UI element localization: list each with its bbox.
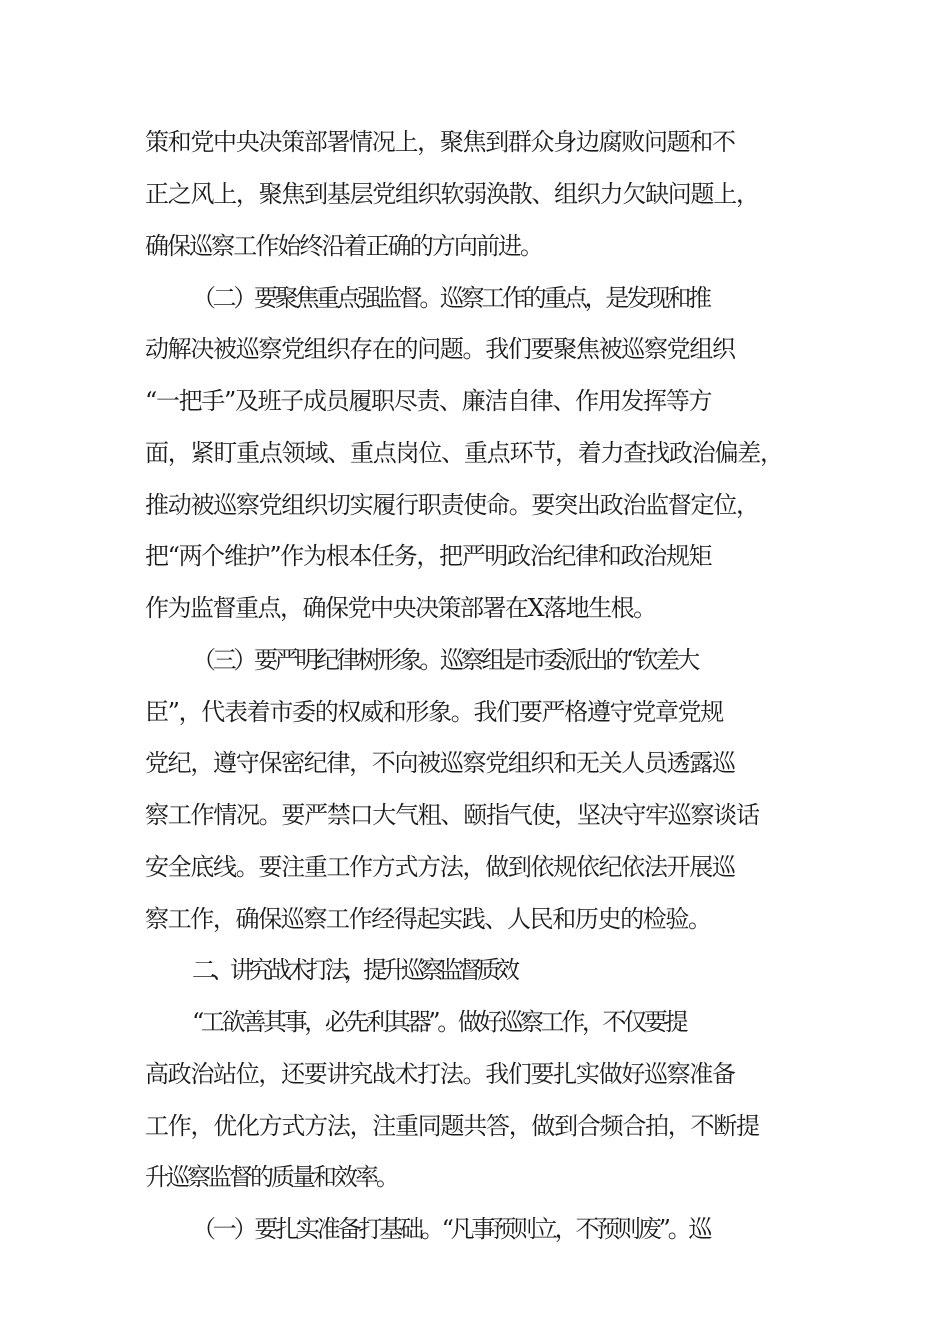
text-line: 动解决被巡察党组织存在的问题。我们要聚焦被巡察党组织 — [145, 335, 735, 363]
text-line: 面，紧盯重点领域、重点岗位、重点环节，着力查找政治偏差， — [145, 439, 783, 467]
text-line: 升巡察监督的质量和效率。 — [145, 1163, 397, 1191]
paragraph-start-line: （一）要扎实准备打基础。“凡事预则立，不预则废”。巡 — [192, 1215, 710, 1243]
text-line: 把“两个维护”作为根本任务，把严明政治纪律和政治规矩 — [145, 542, 712, 570]
text-line: 党纪，遵守保密纪律，不向被巡察党组织和无关人员透露巡 — [145, 749, 735, 777]
text-line: 正之风上，聚焦到基层党组织软弱涣散、组织力欠缺问题上， — [145, 180, 759, 208]
text-line: 察工作情况。要严禁口大气粗、颐指气使，坚决守牢巡察谈话 — [145, 801, 759, 829]
text-line: “一把手”及班子成员履职尽责、廉洁自律、作用发挥等方 — [145, 387, 712, 415]
paragraph-start-line: “工欲善其事，必先利其器”。做好巡察工作，不仅要提 — [192, 1008, 686, 1036]
paragraph-start-line: （二）要聚焦重点强监督。巡察工作的重点，是发现和推 — [192, 284, 709, 312]
text-line: 工作，优化方式方法，注重同题共答，做到合频合拍，不断提 — [145, 1112, 759, 1140]
text-line: 作为监督重点，确保党中央决策部署在X落地生根。 — [145, 594, 656, 622]
text-line: 策和党中央决策部署情况上，聚焦到群众身边腐败问题和不 — [145, 128, 735, 156]
text-line: 安全底线。要注重工作方式方法，做到依规依纪依法开展巡 — [145, 853, 735, 881]
text-line: 推动被巡察党组织切实履行职责使命。要突出政治监督定位， — [145, 491, 759, 519]
text-line: 臣”，代表着市委的权威和形象。我们要严格遵守党章党规 — [145, 698, 723, 726]
paragraph-start-line: （三）要严明纪律树形象。巡察组是市委派出的“钦差大 — [192, 646, 697, 674]
section-heading: 二、讲究战术打法，提升巡察监督质效 — [192, 956, 515, 984]
text-line: 确保巡察工作始终沿着正确的方向前进。 — [145, 232, 543, 260]
text-line: 高政治站位，还要讲究战术打法。我们要扎实做好巡察准备 — [145, 1060, 735, 1088]
text-line: 察工作，确保巡察工作经得起实践、人民和历史的检验。 — [145, 905, 711, 933]
